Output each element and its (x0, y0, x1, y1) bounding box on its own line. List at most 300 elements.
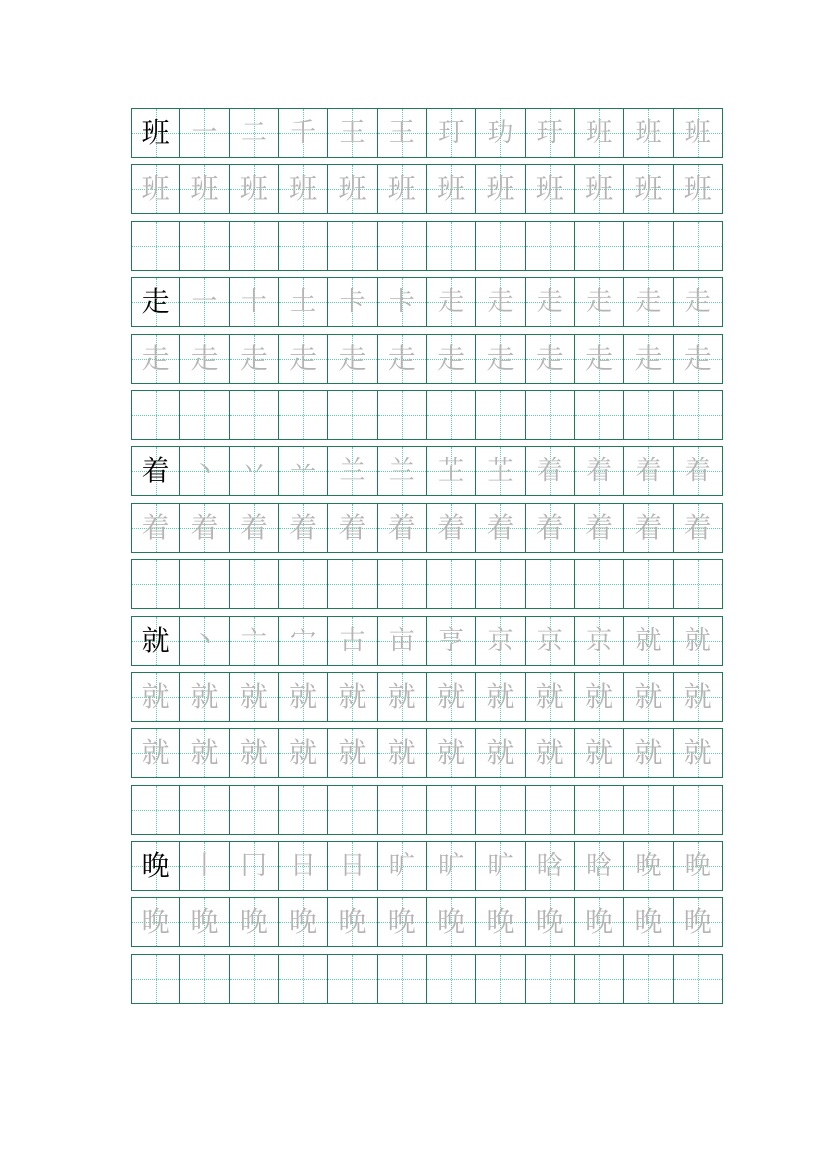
trace-character: 班 (437, 172, 466, 206)
character-cell (279, 897, 328, 947)
character-cell (476, 672, 525, 722)
character-cell (328, 841, 377, 891)
trace-character: 就 (239, 679, 268, 713)
trace-character: 晚 (437, 905, 466, 939)
character-cell (476, 277, 525, 327)
trace-character: 着 (289, 510, 318, 544)
character-cell (427, 446, 476, 496)
stroke-order-row (131, 277, 723, 327)
stroke-step-character: 日 (290, 851, 317, 882)
character-cell (526, 108, 575, 158)
character-cell (131, 672, 180, 722)
writing-cell[interactable] (624, 785, 673, 835)
writing-cell[interactable] (230, 559, 279, 609)
writing-cell[interactable] (427, 954, 476, 1004)
stroke-step-character: 玎 (438, 118, 465, 148)
writing-cell[interactable] (180, 559, 229, 609)
character-cell (378, 672, 427, 722)
character-cell (427, 841, 476, 891)
trace-character: 晚 (585, 905, 614, 939)
stroke-step-character: 一 (191, 287, 218, 318)
trace-character: 晚 (535, 905, 564, 939)
writing-cell[interactable] (378, 221, 427, 271)
character-cell (378, 108, 427, 158)
stroke-step-character: 京 (536, 625, 563, 656)
stroke-step-character: 二 (240, 118, 267, 148)
stroke-step-character: 走 (586, 287, 613, 318)
writing-cell[interactable] (180, 390, 229, 440)
character-cell (279, 503, 328, 553)
character-cell (328, 897, 377, 947)
trace-character: 就 (190, 679, 219, 713)
writing-cell[interactable] (674, 390, 723, 440)
stroke-step-character: 旷 (388, 851, 415, 882)
trace-character: 就 (683, 679, 712, 713)
character-cell (131, 841, 180, 891)
writing-cell[interactable] (624, 221, 673, 271)
trace-character: 走 (387, 341, 416, 375)
trace-character: 就 (585, 679, 614, 713)
character-cell (624, 616, 673, 666)
writing-cell[interactable] (131, 390, 180, 440)
writing-cell[interactable] (279, 221, 328, 271)
writing-cell[interactable] (476, 785, 525, 835)
character-cell (624, 728, 673, 778)
stroke-step-character: 玏 (487, 118, 514, 148)
trace-character: 晚 (486, 905, 515, 939)
writing-cell[interactable] (427, 221, 476, 271)
character-cell (674, 616, 723, 666)
trace-character: 班 (683, 172, 712, 206)
trace-character: 班 (535, 172, 564, 206)
stroke-step-character: 玗 (536, 118, 563, 148)
character-cell (624, 897, 673, 947)
blank-practice-row (131, 390, 723, 440)
stroke-step-character: 旷 (438, 851, 465, 882)
stroke-step-character: 卡 (388, 287, 415, 318)
blank-practice-row (131, 559, 723, 609)
tracing-row (131, 672, 723, 722)
character-cell (131, 503, 180, 553)
trace-character: 着 (338, 510, 367, 544)
writing-cell[interactable] (575, 390, 624, 440)
character-cell (427, 108, 476, 158)
character-cell (575, 334, 624, 384)
writing-cell[interactable] (230, 221, 279, 271)
writing-cell[interactable] (180, 954, 229, 1004)
character-cell (279, 841, 328, 891)
writing-cell[interactable] (575, 221, 624, 271)
writing-cell[interactable] (427, 785, 476, 835)
writing-cell[interactable] (378, 559, 427, 609)
trace-character: 班 (486, 172, 515, 206)
stroke-step-character: 丶 (191, 456, 218, 487)
stroke-step-character: 兰 (388, 456, 415, 487)
writing-cell[interactable] (674, 785, 723, 835)
stroke-step-character: 就 (635, 625, 662, 656)
character-cell (378, 503, 427, 553)
trace-character: 班 (190, 172, 219, 206)
character-cell (624, 164, 673, 214)
character-cell (526, 616, 575, 666)
character-cell (180, 672, 229, 722)
character-cell (575, 841, 624, 891)
character-cell (427, 616, 476, 666)
stroke-step-character: 就 (684, 625, 711, 656)
model-character: 走 (141, 285, 170, 319)
tracing-row (131, 503, 723, 553)
trace-character: 就 (289, 736, 318, 770)
stroke-step-character: 宀 (290, 625, 317, 656)
stroke-step-character: 丷 (240, 456, 267, 487)
writing-cell[interactable] (476, 559, 525, 609)
stroke-step-character: 十 (240, 287, 267, 318)
writing-cell[interactable] (526, 559, 575, 609)
character-cell (575, 446, 624, 496)
character-cell (279, 728, 328, 778)
character-cell (674, 108, 723, 158)
writing-cell[interactable] (328, 559, 377, 609)
character-cell (328, 164, 377, 214)
trace-character: 走 (437, 341, 466, 375)
character-cell (624, 672, 673, 722)
writing-cell[interactable] (378, 785, 427, 835)
trace-character: 晚 (338, 905, 367, 939)
trace-character: 走 (585, 341, 614, 375)
trace-character: 就 (535, 736, 564, 770)
character-cell (378, 334, 427, 384)
stroke-step-character: 走 (438, 287, 465, 318)
writing-cell[interactable] (328, 390, 377, 440)
character-cell (230, 108, 279, 158)
character-cell (526, 503, 575, 553)
tracing-row (131, 334, 723, 384)
writing-cell[interactable] (526, 390, 575, 440)
trace-character: 班 (141, 172, 170, 206)
stroke-step-character: 丶 (191, 625, 218, 656)
character-cell (476, 841, 525, 891)
model-character: 晚 (141, 849, 170, 883)
character-cell (427, 503, 476, 553)
stroke-step-character: 走 (536, 287, 563, 318)
character-cell (476, 334, 525, 384)
writing-cell[interactable] (131, 954, 180, 1004)
character-cell (624, 446, 673, 496)
character-cell (526, 672, 575, 722)
model-character: 着 (141, 454, 170, 488)
trace-character: 着 (535, 510, 564, 544)
trace-character: 晚 (289, 905, 318, 939)
writing-cell[interactable] (427, 390, 476, 440)
writing-cell[interactable] (279, 559, 328, 609)
writing-cell[interactable] (230, 954, 279, 1004)
trace-character: 就 (535, 679, 564, 713)
stroke-step-character: 旷 (487, 851, 514, 882)
stroke-order-row (131, 446, 723, 496)
character-cell (624, 108, 673, 158)
character-cell (378, 897, 427, 947)
writing-cell[interactable] (674, 221, 723, 271)
trace-character: 着 (387, 510, 416, 544)
character-cell (476, 503, 525, 553)
character-cell (230, 897, 279, 947)
blank-practice-row (131, 221, 723, 271)
tracing-row (131, 164, 723, 214)
character-cell (180, 728, 229, 778)
stroke-step-character: 一 (191, 118, 218, 148)
writing-cell[interactable] (526, 221, 575, 271)
character-cell (180, 446, 229, 496)
writing-cell[interactable] (427, 559, 476, 609)
tracing-row (131, 897, 723, 947)
trace-character: 晚 (239, 905, 268, 939)
character-cell (526, 164, 575, 214)
trace-character: 走 (535, 341, 564, 375)
character-cell (476, 108, 525, 158)
character-cell (476, 446, 525, 496)
character-cell (230, 672, 279, 722)
character-cell (131, 616, 180, 666)
character-cell (674, 672, 723, 722)
model-character: 就 (141, 623, 170, 657)
writing-cell[interactable] (279, 954, 328, 1004)
writing-cell[interactable] (575, 954, 624, 1004)
character-cell (674, 446, 723, 496)
character-cell (328, 672, 377, 722)
character-cell (180, 164, 229, 214)
character-cell (674, 164, 723, 214)
character-cell (674, 841, 723, 891)
character-cell (674, 503, 723, 553)
character-cell (328, 728, 377, 778)
trace-character: 晚 (387, 905, 416, 939)
character-cell (624, 334, 673, 384)
writing-cell[interactable] (131, 785, 180, 835)
stroke-step-character: 京 (487, 625, 514, 656)
stroke-step-character: 班 (586, 118, 613, 148)
character-cell (674, 728, 723, 778)
stroke-step-character: 千 (290, 118, 317, 148)
stroke-step-character: 亠 (240, 625, 267, 656)
character-cell (131, 897, 180, 947)
writing-cell[interactable] (180, 221, 229, 271)
stroke-step-character: 着 (684, 456, 711, 487)
character-cell (131, 277, 180, 327)
character-cell (180, 334, 229, 384)
character-cell (427, 277, 476, 327)
writing-cell[interactable] (328, 221, 377, 271)
stroke-step-character: 亩 (388, 625, 415, 656)
character-cell (279, 277, 328, 327)
writing-cell[interactable] (378, 390, 427, 440)
character-cell (674, 897, 723, 947)
character-cell (279, 108, 328, 158)
writing-cell[interactable] (230, 390, 279, 440)
trace-character: 就 (585, 736, 614, 770)
writing-cell[interactable] (279, 390, 328, 440)
trace-character: 班 (634, 172, 663, 206)
character-cell (624, 503, 673, 553)
writing-cell[interactable] (674, 559, 723, 609)
character-cell (230, 277, 279, 327)
character-cell (279, 164, 328, 214)
writing-cell[interactable] (476, 954, 525, 1004)
trace-character: 着 (634, 510, 663, 544)
character-cell (526, 728, 575, 778)
character-cell (575, 164, 624, 214)
character-cell (526, 334, 575, 384)
trace-character: 着 (437, 510, 466, 544)
stroke-step-character: 晗 (536, 851, 563, 882)
stroke-step-character: 走 (684, 287, 711, 318)
character-cell (180, 841, 229, 891)
writing-cell[interactable] (131, 221, 180, 271)
model-character: 班 (141, 116, 170, 149)
trace-character: 走 (683, 341, 712, 375)
trace-character: 班 (387, 172, 416, 206)
writing-cell[interactable] (378, 954, 427, 1004)
character-cell (575, 728, 624, 778)
practice-grid-sheet (131, 108, 723, 1010)
blank-practice-row (131, 785, 723, 835)
character-cell (526, 446, 575, 496)
writing-cell[interactable] (674, 954, 723, 1004)
character-cell (427, 897, 476, 947)
writing-cell[interactable] (526, 785, 575, 835)
trace-character: 着 (190, 510, 219, 544)
writing-cell[interactable] (328, 785, 377, 835)
character-cell (427, 334, 476, 384)
character-cell (279, 446, 328, 496)
character-cell (624, 277, 673, 327)
trace-character: 着 (239, 510, 268, 544)
writing-cell[interactable] (476, 221, 525, 271)
trace-character: 就 (239, 736, 268, 770)
character-cell (328, 503, 377, 553)
trace-character: 晚 (683, 905, 712, 939)
writing-cell[interactable] (624, 390, 673, 440)
trace-character: 走 (190, 341, 219, 375)
stroke-step-character: 晚 (684, 851, 711, 882)
trace-character: 就 (141, 736, 170, 770)
stroke-order-row (131, 616, 723, 666)
character-cell (230, 841, 279, 891)
trace-character: 走 (289, 341, 318, 375)
writing-cell[interactable] (180, 785, 229, 835)
character-cell (131, 446, 180, 496)
writing-cell[interactable] (526, 954, 575, 1004)
writing-cell[interactable] (279, 785, 328, 835)
stroke-step-character: 亨 (438, 625, 465, 656)
trace-character: 就 (289, 679, 318, 713)
writing-cell[interactable] (575, 559, 624, 609)
stroke-step-character: 班 (684, 118, 711, 148)
writing-cell[interactable] (328, 954, 377, 1004)
character-cell (624, 841, 673, 891)
character-cell (328, 334, 377, 384)
writing-cell[interactable] (575, 785, 624, 835)
writing-cell[interactable] (131, 559, 180, 609)
trace-character: 就 (338, 679, 367, 713)
character-cell (575, 503, 624, 553)
character-cell (328, 446, 377, 496)
character-cell (476, 164, 525, 214)
trace-character: 走 (338, 341, 367, 375)
character-cell (328, 108, 377, 158)
character-cell (378, 728, 427, 778)
character-cell (230, 334, 279, 384)
character-cell (230, 503, 279, 553)
character-cell (427, 164, 476, 214)
blank-practice-row (131, 954, 723, 1004)
trace-character: 就 (683, 736, 712, 770)
stroke-step-character: 班 (635, 118, 662, 148)
stroke-step-character: 芏 (487, 456, 514, 487)
character-cell (230, 728, 279, 778)
stroke-step-character: 芏 (438, 456, 465, 487)
character-cell (378, 616, 427, 666)
character-cell (180, 277, 229, 327)
stroke-step-character: 晗 (586, 851, 613, 882)
character-cell (180, 503, 229, 553)
character-cell (526, 897, 575, 947)
trace-character: 晚 (190, 905, 219, 939)
character-cell (378, 841, 427, 891)
character-cell (575, 616, 624, 666)
trace-character: 就 (486, 679, 515, 713)
character-cell (575, 108, 624, 158)
character-cell (180, 108, 229, 158)
character-cell (378, 164, 427, 214)
character-cell (180, 616, 229, 666)
trace-character: 走 (239, 341, 268, 375)
writing-cell[interactable] (476, 390, 525, 440)
stroke-step-character: 日 (339, 851, 366, 882)
trace-character: 就 (437, 679, 466, 713)
trace-character: 就 (387, 679, 416, 713)
stroke-step-character: 䒑 (290, 456, 317, 487)
stroke-step-character: 京 (586, 625, 613, 656)
trace-character: 着 (141, 510, 170, 544)
writing-cell[interactable] (624, 559, 673, 609)
trace-character: 就 (486, 736, 515, 770)
trace-character: 走 (141, 341, 170, 375)
trace-character: 就 (190, 736, 219, 770)
character-cell (131, 108, 180, 158)
character-cell (131, 728, 180, 778)
character-cell (378, 277, 427, 327)
character-cell (328, 277, 377, 327)
stroke-step-character: 走 (487, 287, 514, 318)
character-cell (575, 897, 624, 947)
trace-character: 就 (634, 736, 663, 770)
trace-character: 晚 (141, 905, 170, 939)
trace-character: 走 (634, 341, 663, 375)
trace-character: 就 (634, 679, 663, 713)
character-cell (131, 164, 180, 214)
tracing-row (131, 728, 723, 778)
character-cell (526, 841, 575, 891)
character-cell (575, 672, 624, 722)
stroke-step-character: 着 (536, 456, 563, 487)
stroke-step-character: 兰 (339, 456, 366, 487)
writing-cell[interactable] (624, 954, 673, 1004)
character-cell (427, 672, 476, 722)
trace-character: 班 (289, 172, 318, 206)
stroke-step-character: 王 (339, 118, 366, 148)
writing-cell[interactable] (230, 785, 279, 835)
stroke-step-character: 土 (290, 287, 317, 318)
